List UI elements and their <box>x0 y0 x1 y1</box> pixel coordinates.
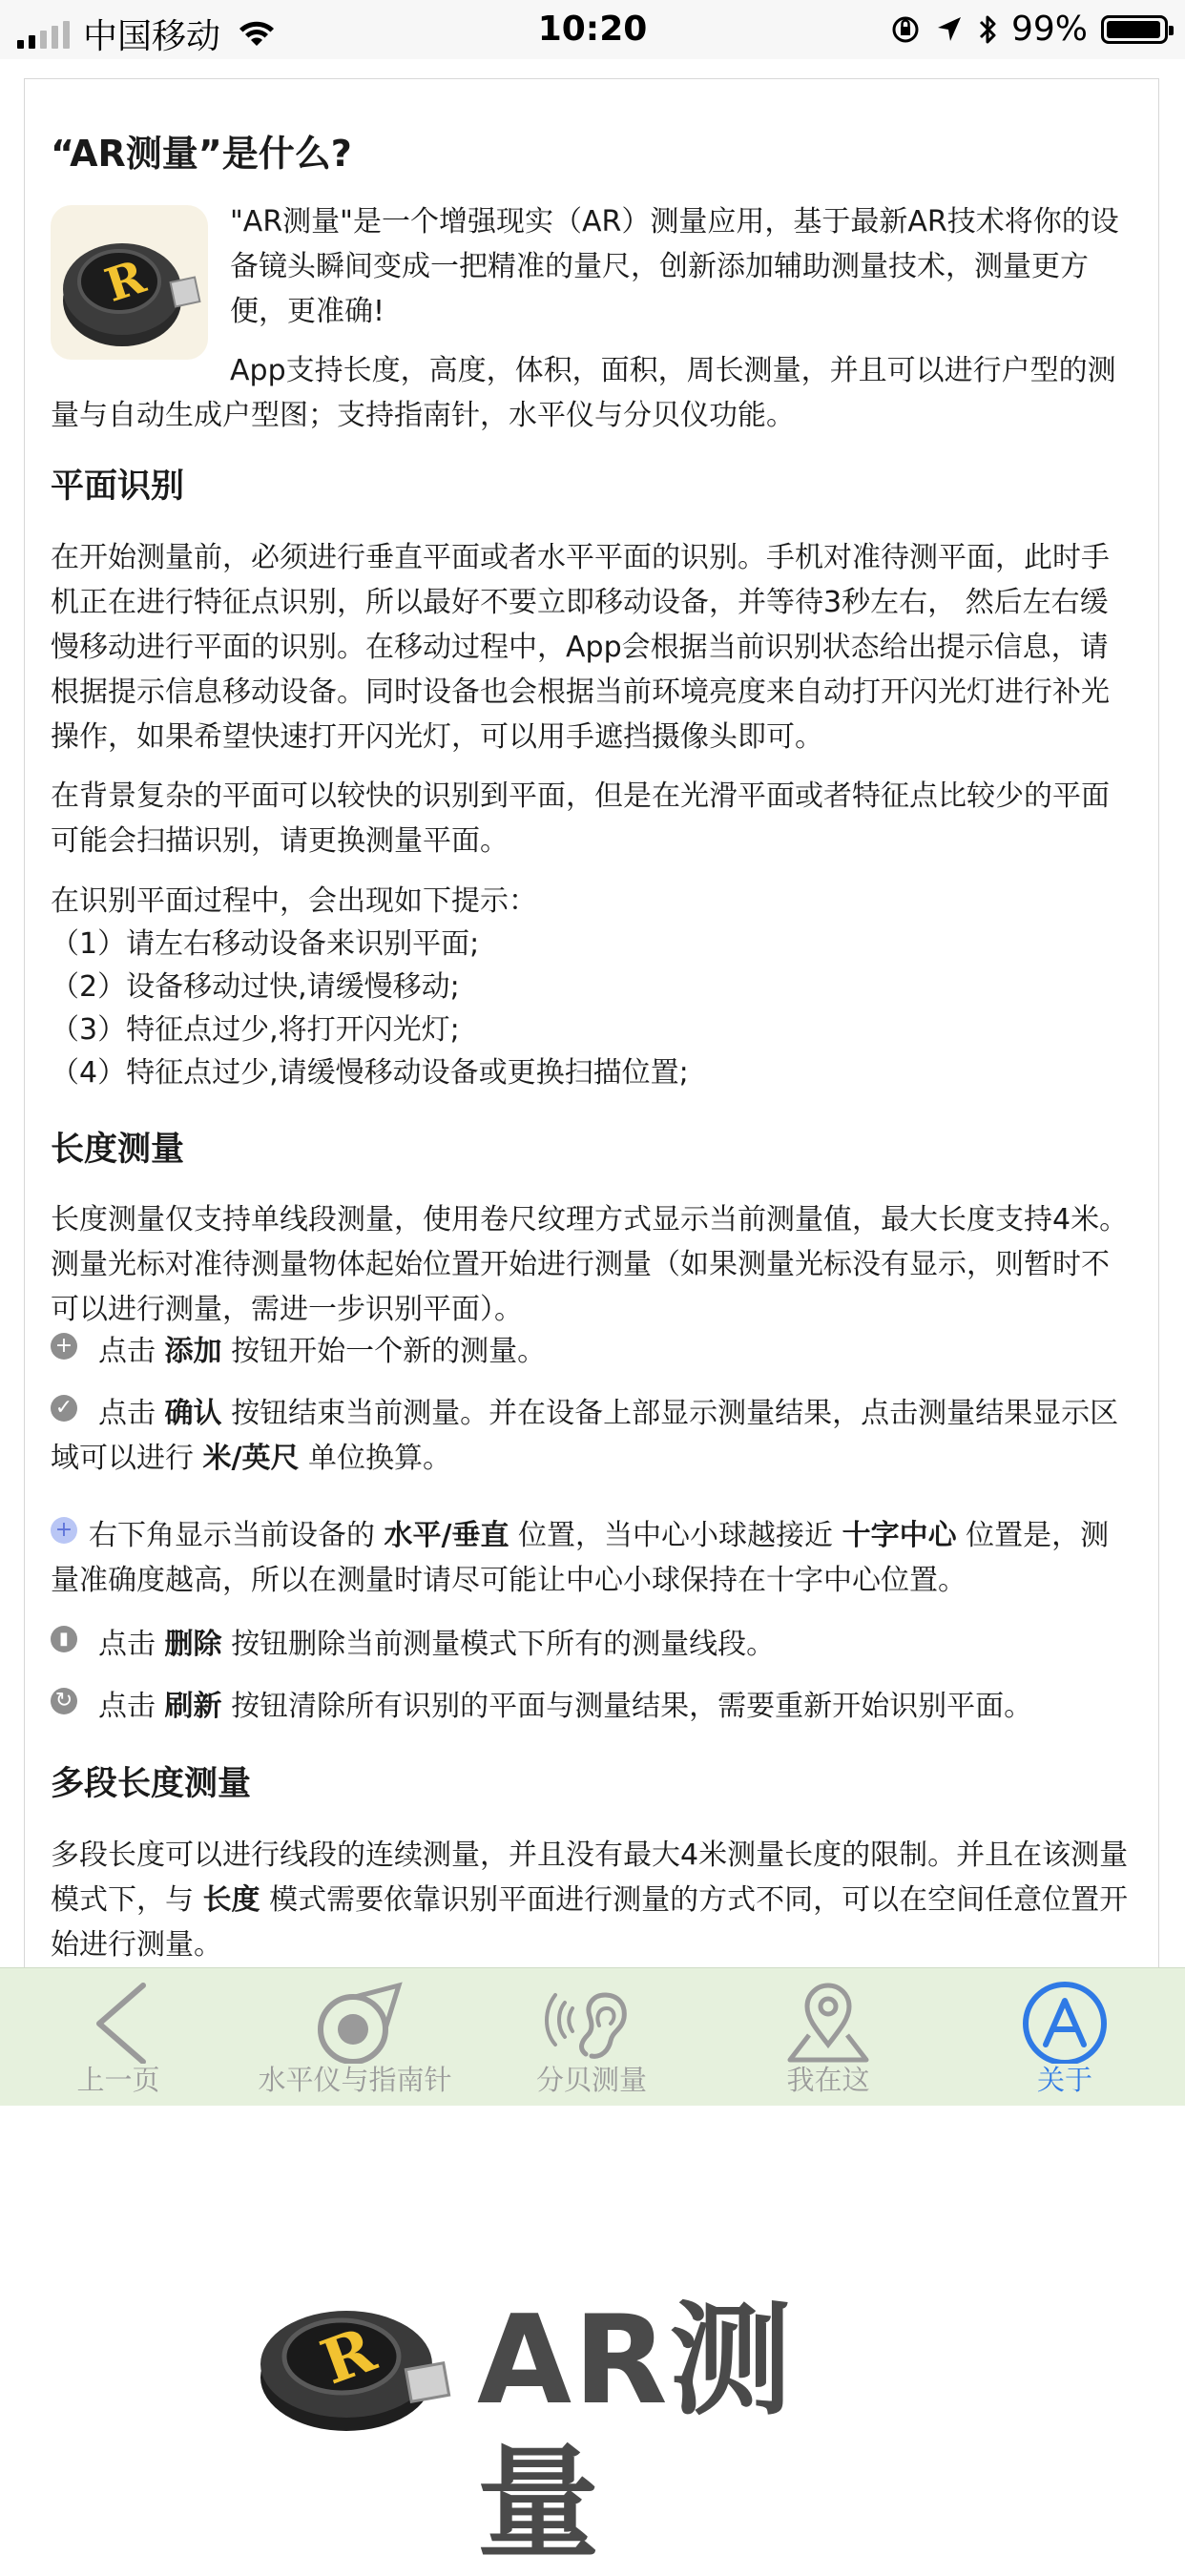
tip-text: 点击 <box>98 1690 165 1723</box>
section-heading-plane: 平面识别 <box>51 467 185 506</box>
length-tip-refresh <box>51 1684 1133 1729</box>
para-bold: 长度 <box>202 1883 260 1917</box>
intro-paragraph-2-text: App支持长度，高度，体积，面积，周长测量，并且可以进行户型的测量与自动生成户型图；支持指南针，水平仪与分贝仪功能。 <box>51 354 1116 432</box>
length-tip-delete <box>51 1622 1133 1667</box>
intro-paragraph-2 <box>51 348 1133 438</box>
article-card[interactable] <box>24 78 1159 1967</box>
para-text: 模式需要依靠识别平面进行测量的方式不同，可以在空间任意位置开始进行测量。 <box>51 1883 1129 1962</box>
checkmark-icon: ✓ <box>51 1395 77 1422</box>
tab-back[interactable] <box>0 1968 237 2107</box>
tip-text: 右下角显示当前设备的 <box>89 1519 385 1552</box>
tip-bold: 添加 <box>164 1335 222 1368</box>
tab-location[interactable] <box>710 1968 946 2107</box>
page-title: “AR测量”是什么? <box>51 133 352 175</box>
tip-text: 按钮开始一个新的测量。 <box>221 1335 547 1368</box>
length-paragraph-1: 长度测量仅支持单线段测量，使用卷尺纹理方式显示当前测量值，最大长度支持4米。测量光标对准待测量物体起始位置开始进行测量（如果测量光标没有显示，则暂时不可以进行测量，需进一步识别平面）。 <box>51 1203 1129 1326</box>
section-heading-length: 长度测量 <box>51 1131 185 1169</box>
bluetooth-icon <box>977 13 998 46</box>
para-text: 多段长度可以进行线段的连续测量，并且没有最大4米测量长度的限制。并且在该测量模式下，与 <box>51 1839 1129 1917</box>
brand-name: AR测量 <box>477 2290 794 2575</box>
level-compass-icon <box>307 1978 403 2064</box>
tip-bold: 十字中心 <box>842 1519 957 1552</box>
length-tip-level <box>51 1513 1133 1603</box>
clock: 10:20 <box>537 10 648 49</box>
plane-tip-1: （1）请左右移动设备来识别平面; <box>51 927 480 961</box>
section-heading-multi: 多段长度测量 <box>51 1765 252 1803</box>
intro-paragraph-1: "AR测量"是一个增强现实（AR）测量应用，基于最新AR技术将你的设备镜头瞬间变成一把精准的量尺，创新添加辅助测量技术，测量更方便，更准确! <box>230 205 1119 328</box>
tab-label: 上一页 <box>76 2064 160 2096</box>
svg-text:R: R <box>98 250 152 313</box>
tab-label: 水平仪与指南针 <box>258 2064 452 2096</box>
plane-paragraph-2: 在背景复杂的平面可以较快的识别到平面，但是在光滑平面或者特征点比较少的平面可能会扫描识别，请更换测量平面。 <box>51 779 1110 858</box>
refresh-icon: ↻ <box>51 1688 77 1714</box>
trash-icon: ▮ <box>51 1626 77 1652</box>
tab-decibel[interactable] <box>473 1968 710 2107</box>
tip-bold: 刷新 <box>164 1690 222 1723</box>
plane-paragraph-3: 在识别平面过程中，会出现如下提示： <box>51 884 537 918</box>
tip-text: 按钮清除所有识别的平面与测量结果，需要重新开始识别平面。 <box>221 1690 1033 1723</box>
plane-tip-3: （3）特征点过少,将打开闪光灯; <box>51 1013 460 1047</box>
tab-label: 关于 <box>1036 2064 1092 2096</box>
brand-banner <box>256 2271 866 2575</box>
tip-text: 按钮删除当前测量模式下所有的测量线段。 <box>221 1628 776 1661</box>
orientation-lock-icon <box>889 13 922 46</box>
tip-bold: 水平/垂直 <box>384 1519 509 1552</box>
battery-percent: 99% <box>1010 10 1088 49</box>
plus-icon: + <box>51 1333 77 1360</box>
ear-sound-icon <box>544 1978 639 2064</box>
location-arrow-icon <box>935 14 964 45</box>
carrier-label: 中国移动 <box>83 17 221 56</box>
tip-text: 按钮结束当前测量。并在设备上部显示测量结果，点击测量结果显示区域可以进行 <box>51 1397 1119 1475</box>
tab-bar <box>0 1967 1185 2106</box>
tip-text: 位置，当中心小球越接近 <box>509 1519 842 1552</box>
tip-text: 点击 <box>98 1335 165 1368</box>
tape-measure-logo-icon <box>256 2290 456 2433</box>
status-bar <box>0 0 1185 59</box>
battery-icon <box>1101 15 1168 44</box>
tip-text: 点击 <box>98 1397 165 1430</box>
about-a-icon <box>1017 1978 1112 2064</box>
plane-paragraph-1: 在开始测量前，必须进行垂直平面或者水平平面的识别。手机对准待测平面，此时手机正在进行特征点识别，所以最好不要立即移动设备，并等待3秒左右， 然后左右缓慢移动进行平面的识别。在移动过程中，App会根据当前识别状态给出提示信息，请根据提示信息移动设备。同时设备也会根据当前环境亮度来自动打开闪光灯进行补光操作，如果希望快速打开闪光灯，可以用手遮挡摄像头即可。 <box>51 541 1110 754</box>
length-tip-add <box>51 1329 1133 1374</box>
tip-bold: 删除 <box>164 1628 222 1661</box>
tab-label: 分贝测量 <box>535 2064 647 2096</box>
tab-level-compass[interactable] <box>237 1968 473 2107</box>
tip-bold: 米/英尺 <box>202 1442 300 1475</box>
tab-label: 我在这 <box>786 2064 870 2096</box>
plane-tip-2: （2）设备移动过快,请缓慢移动; <box>51 970 460 1004</box>
tip-text: 单位换算。 <box>299 1442 452 1475</box>
multi-paragraph-1 <box>51 1833 1133 1967</box>
tip-bold: 确认 <box>164 1397 222 1430</box>
app-logo-icon <box>51 205 208 360</box>
svg-text:R: R <box>312 2314 385 2399</box>
tip-text: 点击 <box>98 1628 165 1661</box>
tab-about[interactable] <box>946 1968 1183 2107</box>
back-chevron-icon <box>71 1978 166 2064</box>
plane-tip-4: （4）特征点过少,请缓慢移动设备或更换扫描位置; <box>51 1056 689 1090</box>
tip-text: 位置是，测量准确度越高，所以在测量时请尽可能让中心小球保持在十字中心位置。 <box>51 1519 1110 1597</box>
length-tip-confirm <box>51 1391 1133 1481</box>
location-pin-icon <box>780 1978 876 2064</box>
crosshair-icon: + <box>51 1517 77 1544</box>
